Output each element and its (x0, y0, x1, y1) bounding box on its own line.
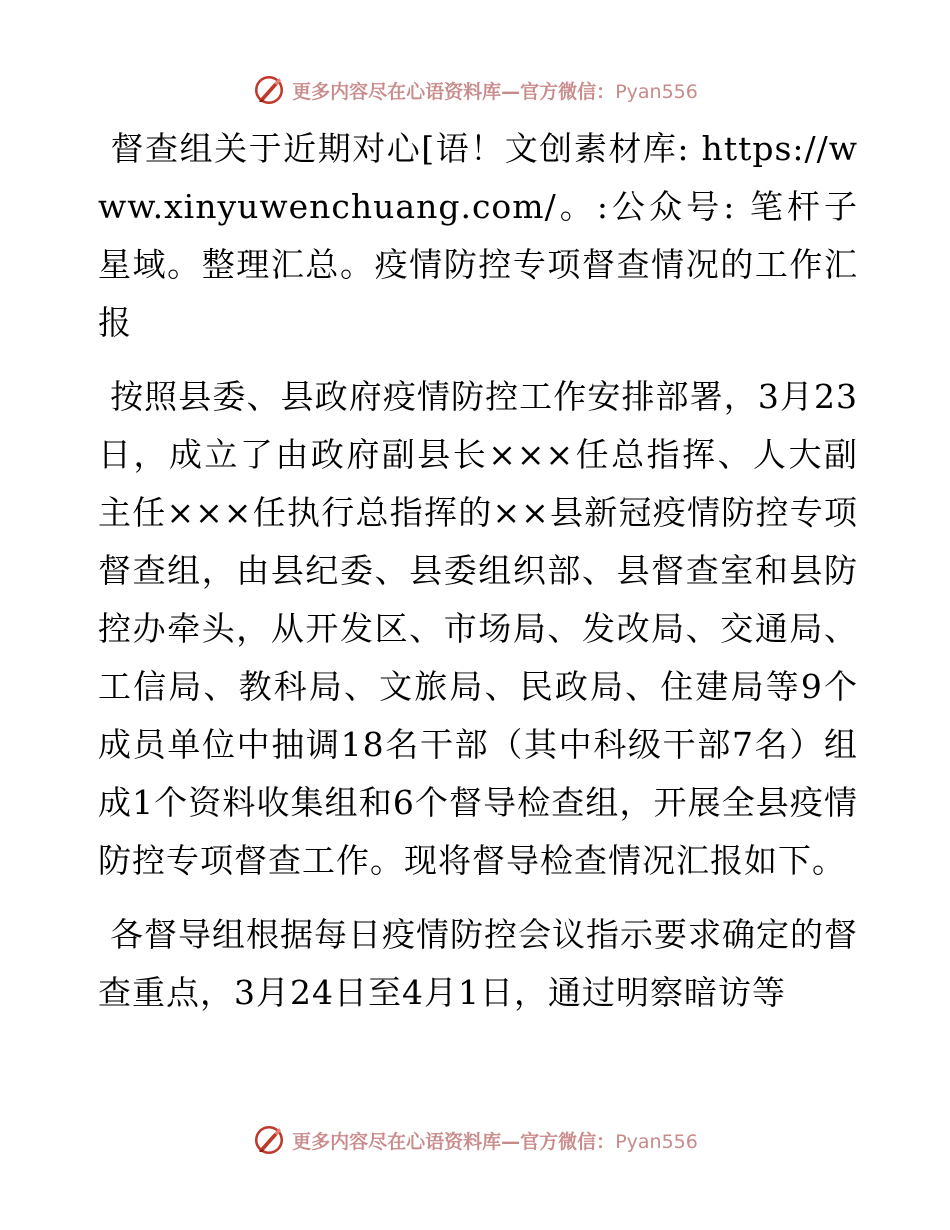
brand-dash: — (501, 1130, 521, 1153)
brand-wechat-label: 官方微信： (520, 1130, 616, 1153)
brand-banner (252, 1123, 698, 1157)
brand-text (292, 77, 698, 104)
brand-text (292, 1127, 698, 1154)
paragraph-intro (98, 368, 858, 890)
paragraph-text: 各督导组根据每日疫情防控会议指示要求确定的督查重点，3月24日至4月1日，通过明察暗访等 (98, 915, 858, 1012)
brand-main-text: 更多内容尽在心语资料库 (292, 80, 502, 103)
brand-wechat-label: 官方微信： (520, 80, 616, 103)
paragraph-inspection (98, 906, 858, 1022)
page-footer (0, 1120, 950, 1160)
paragraph-title (98, 120, 858, 352)
paragraph-text: 督查组关于近期对心[语！文创素材库: https://www.xinyuwenchuang.com/。:公众号: 笔杆子星域。整理汇总。疫情防控专项督查情况的工作汇报 (98, 129, 858, 342)
paragraph-text: 按照县委、县政府疫情防控工作安排部署，3月23日，成立了由政府副县长×××任总指挥、人大副主任×××任执行总指挥的××县新冠疫情防控专项督查组，由县纪委、县委组织部、县督查室和县防控办牵头，从开发区、市场局、发改局、交通局、工信局、教科局、文旅局、民政局、住建局等9个成员单位中抽调18名干部（其中科级干部7名）组成1个资料收集组和6个督导检查组，开展全县疫情防控专项督查工作。现将督导检查情况汇报如下。 (98, 377, 858, 880)
brand-banner (252, 73, 698, 107)
document-body (98, 120, 858, 1038)
page-header (0, 70, 950, 110)
brand-wechat-handle: Pyan556 (615, 1130, 698, 1153)
brand-dash: — (501, 80, 521, 103)
brand-logo-icon (252, 1123, 286, 1157)
brand-logo-icon (252, 73, 286, 107)
brand-main-text: 更多内容尽在心语资料库 (292, 1130, 502, 1153)
brand-wechat-handle: Pyan556 (615, 80, 698, 103)
